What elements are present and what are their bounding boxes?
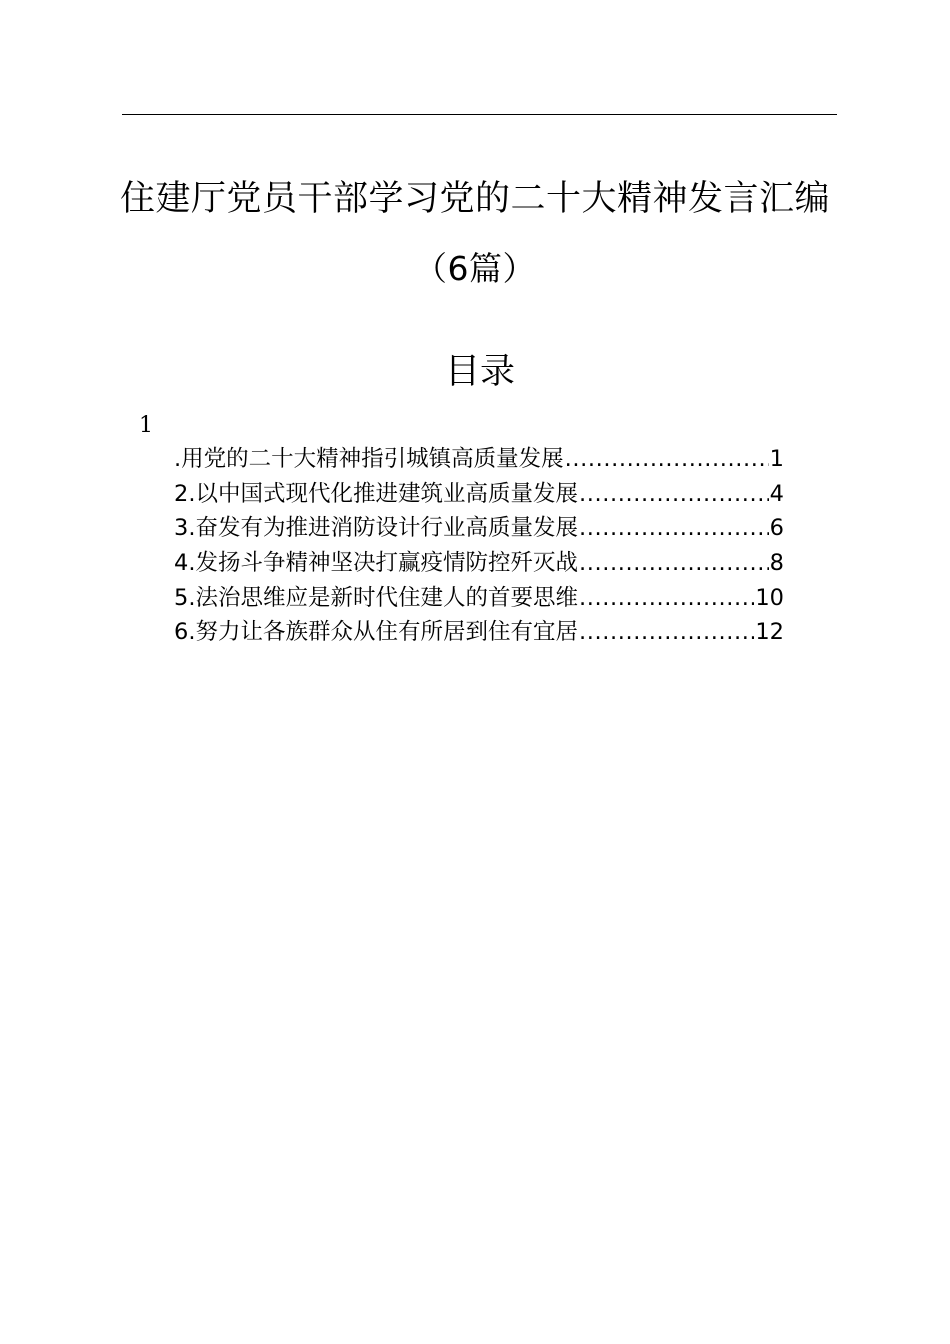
toc-dot-leader: [579, 546, 769, 581]
toc-entry-title: 6.努力让各族群众从住有所居到住有宜居: [174, 619, 578, 646]
toc-entry[interactable]: [174, 615, 784, 650]
toc-entry-title: 2.以中国式现代化推进建筑业高质量发展: [174, 480, 578, 507]
toc-entry[interactable]: [174, 442, 784, 477]
toc-entry-page: 8: [769, 550, 784, 577]
document-title: 住建厅党员干部学习党的二十大精神发言汇编: [119, 179, 830, 219]
toc-dot-leader: [579, 477, 769, 512]
toc-list: [174, 442, 784, 650]
toc-dot-leader: [579, 581, 754, 616]
toc-entry[interactable]: [174, 581, 784, 616]
toc-entry-page: 12: [755, 619, 784, 646]
toc-entry-page: 10: [755, 584, 784, 611]
toc-entry-page: 4: [769, 480, 784, 507]
toc-heading: 目录: [444, 352, 515, 392]
toc-entry[interactable]: [174, 511, 784, 546]
toc-dot-leader: [579, 511, 769, 546]
toc-entry-page: 6: [769, 515, 784, 542]
toc-entry[interactable]: [174, 477, 784, 512]
toc-entry-title: 3.奋发有为推进消防设计行业高质量发展: [174, 515, 578, 542]
stray-number: 1: [139, 413, 153, 438]
toc-entry-title: 4.发扬斗争精神坚决打赢疫情防控歼灭战: [174, 550, 578, 577]
toc-entry-title: .用党的二十大精神指引城镇高质量发展: [174, 446, 564, 472]
toc-entry[interactable]: [174, 546, 784, 581]
top-rule: [122, 114, 837, 115]
toc-entry-title: 5.法治思维应是新时代住建人的首要思维: [174, 584, 578, 611]
toc-entry-page: 1: [769, 446, 784, 472]
document-subtitle: （6篇）: [414, 249, 536, 288]
toc-dot-leader: [565, 442, 769, 477]
toc-dot-leader: [579, 615, 754, 650]
